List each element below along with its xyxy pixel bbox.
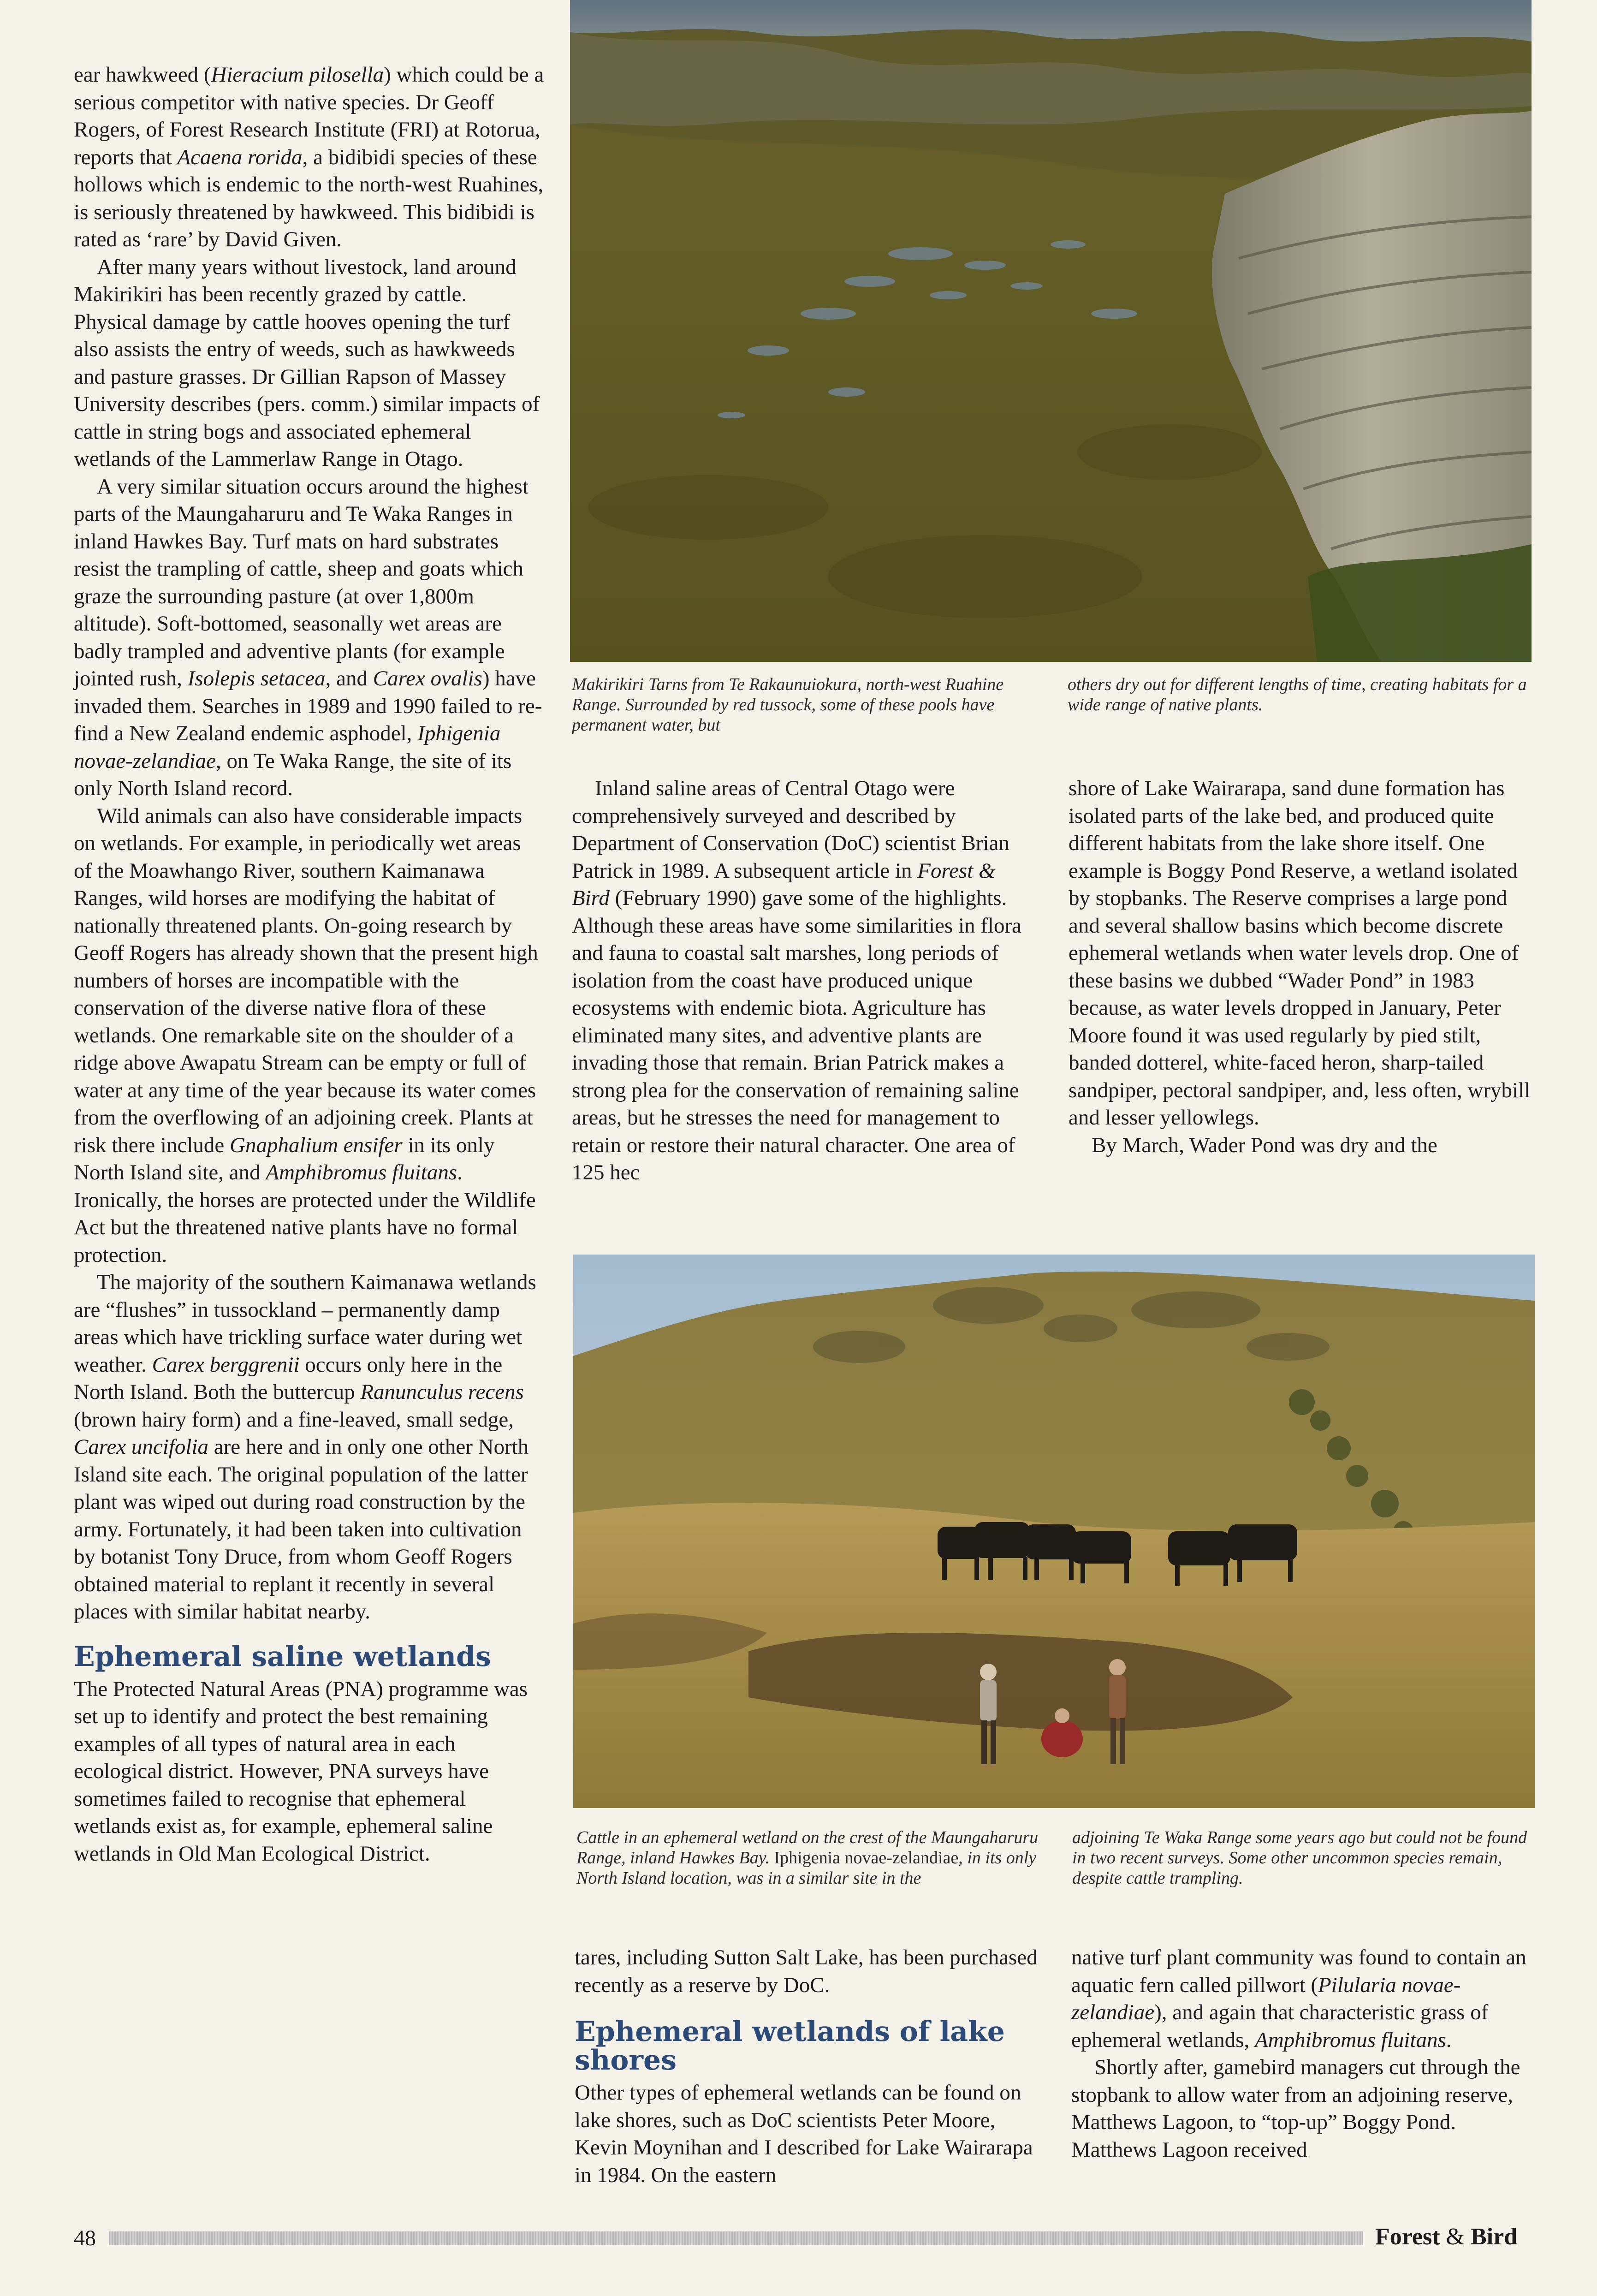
photo-makirikiri-tarns bbox=[570, 0, 1532, 662]
paragraph: Shortly after, gamebird managers cut through the stopbank to allow water from an adjoining reserve, Matthews Lagoon, to “top-up” Boggy Pond. Matthews Lagoon received bbox=[1071, 2055, 1520, 2162]
column-2-top bbox=[572, 775, 1038, 1187]
paragraph: Wild animals can also have considerable impacts on wetlands. For example, in periodically wet areas of the Moawhango River, southern Kaimanawa Ranges, wild horses are modifying the habitat of nationally threatened plants. On-going research by Geoff Rogers has already shown that the present high numbers of horses are incompatible with the conservation of the diverse native flora of these wetlands. One remarkable site on the shoulder of a ridge above Awapatu Stream can be empty or full of water at any time of the year because its water comes from the overflowing of an adjoining creek. Plants at risk there include Gnaphalium ensifer in its only North Island site, and Amphibromus fluitans. Ironically, the horses are protected under the Wildlife Act but the threatened native plants have no formal protection. bbox=[74, 803, 538, 1267]
column-1 bbox=[74, 61, 544, 1868]
magazine-name: Forest & Bird bbox=[1375, 2224, 1518, 2250]
paragraph: Other types of ephemeral wetlands can be found on lake shores, such as DoC scientists Peter Moore, Kevin Moynihan and I described for Lake Wairarapa in 1984. On the eastern bbox=[575, 2081, 1033, 2187]
heading-ephemeral-saline-wetlands: Ephemeral saline wetlands bbox=[74, 1640, 491, 1673]
paragraph: A very similar situation occurs around the highest parts of the Maungaharuru and Te Waka Ranges in inland Hawkes Bay. Turf mats on hard substrates resist the trampling of cattle, sheep and goats which graze the surrounding pasture (at over 1,800m altitude). Soft-bottomed, seasonally wet areas are badly trampled and adventive plants (for example jointed rush, Isolepis setacea, and Carex ovalis) have invaded them. Searches in 1989 and 1990 failed to re-find a New Zealand endemic asphodel, Iphigenia novae-zelandiae, on Te Waka Range, the site of its only North Island record. bbox=[74, 474, 542, 800]
column-2-bottom bbox=[575, 1944, 1040, 2189]
page-number: 48 bbox=[74, 2226, 96, 2250]
paragraph: By March, Wader Pond was dry and the bbox=[1092, 1133, 1437, 1157]
paragraph: The Protected Natural Areas (PNA) programme was set up to identify and protect the best remaining examples of all types of natural area in each ecological district. However, PNA surveys have sometimes failed to recognise that ephemeral wetlands exist as, for example, ephemeral saline wetlands in Old Man Ecological District. bbox=[74, 1677, 528, 1866]
caption-bottom-left: Cattle in an ephemeral wetland on the crest of the Maungaharuru Range, inland Hawkes Bay. Iphigenia novae-zelandiae, in its only North Island location, was in a similar site in the bbox=[576, 1828, 1039, 1888]
footer-rule bbox=[109, 2231, 1363, 2245]
paragraph: shore of Lake Wairarapa, sand dune formation has isolated parts of the lake bed, and produced quite different habitats from the lake shore itself. One example is Boggy Pond Reserve, a wetland isolated by stopbanks. The Reserve comprises a large pond and several shallow basins which become discrete ephemeral wetlands when water levels drop. One of these basins we dubbed “Wader Pond” in 1983 because, as water levels dropped in January, Peter Moore found it was used regularly by pied stilt, banded dotterel, white-faced heron, sharp-tailed sandpiper, pectoral sandpiper, and, less often, wrybill and lesser yellowlegs. bbox=[1069, 776, 1531, 1130]
column-3-top bbox=[1069, 775, 1534, 1159]
paragraph: ear hawkweed (Hieracium pilosella) which could be a serious competitor with native species. Dr Geoff Rogers, of Forest Research Institute (FRI) at Rotorua, reports that Acaena rorida, a bidibidi species of these hollows which is endemic to the north-west Ruahines, is seriously threatened by hawkweed. This bidibidi is rated as ‘rare’ by David Given. bbox=[74, 63, 544, 251]
caption-bottom-right: adjoining Te Waka Range some years ago but could not be found in two recent surveys. Some other uncommon species remain, despite cattle trampling. bbox=[1072, 1828, 1527, 1888]
paragraph: The majority of the southern Kaimanawa wetlands are “flushes” in tussockland – permanently damp areas which have trickling surface water during wet weather. Carex berggrenii occurs only here in the North Island. Both the buttercup Ranunculus recens (brown hairy form) and a fine-leaved, small sedge, Carex uncifolia are here and in only one other North Island site each. The original population of the latter plant was wiped out during road construction by the army. Fortunately, it had been taken into cultivation by botanist Tony Druce, from whom Geoff Rogers obtained material to replant it recently in several places with similar habitat nearby. bbox=[74, 1270, 536, 1624]
photo-cattle-wetland bbox=[573, 1255, 1535, 1808]
caption-top-left: Makirikiri Tarns from Te Rakaunuiokura, north-west Ruahine Range. Surrounded by red tussock, some of these pools have permanent water, but bbox=[572, 675, 1004, 735]
heading-ephemeral-wetlands-lake-shores: Ephemeral wetlands of lake shores bbox=[575, 2016, 1005, 2076]
caption-top-right: others dry out for different lengths of time, creating habitats for a wide range of native plants. bbox=[1068, 675, 1527, 714]
paragraph: tares, including Sutton Salt Lake, has been purchased recently as a reserve by DoC. bbox=[575, 1945, 1038, 1997]
paragraph: Inland saline areas of Central Otago were comprehensively surveyed and described by Department of Conservation (DoC) scientist Brian Patrick in 1989. A subsequent article in Forest & Bird (February 1990) gave some of the highlights. Although these areas have some similarities in flora and fauna to coastal salt marshes, long periods of isolation from the coast have produced unique ecosystems with endemic biota. Agriculture has eliminated many sites, and adventive plants are invading those that remain. Brian Patrick makes a strong plea for the conservation of remaining saline areas, but he stresses the need for management to retain or restore their natural character. One area of 125 hec bbox=[572, 776, 1021, 1184]
paragraph: native turf plant community was found to contain an aquatic fern called pillwort (Pilularia novae-zelandiae), and again that characteristic grass of ephemeral wetlands, Amphibromus fluitans. bbox=[1071, 1945, 1526, 2052]
paragraph: After many years without livestock, land around Makirikiri has been recently grazed by cattle. Physical damage by cattle hooves opening the turf also assists the entry of weeds, such as hawkweeds and pasture grasses. Dr Gillian Rapson of Massey University describes (pers. comm.) similar impacts of cattle in string bogs and associated ephemeral wetlands of the Lammerlaw Range in Otago. bbox=[74, 255, 540, 471]
column-3-bottom bbox=[1071, 1944, 1537, 2164]
